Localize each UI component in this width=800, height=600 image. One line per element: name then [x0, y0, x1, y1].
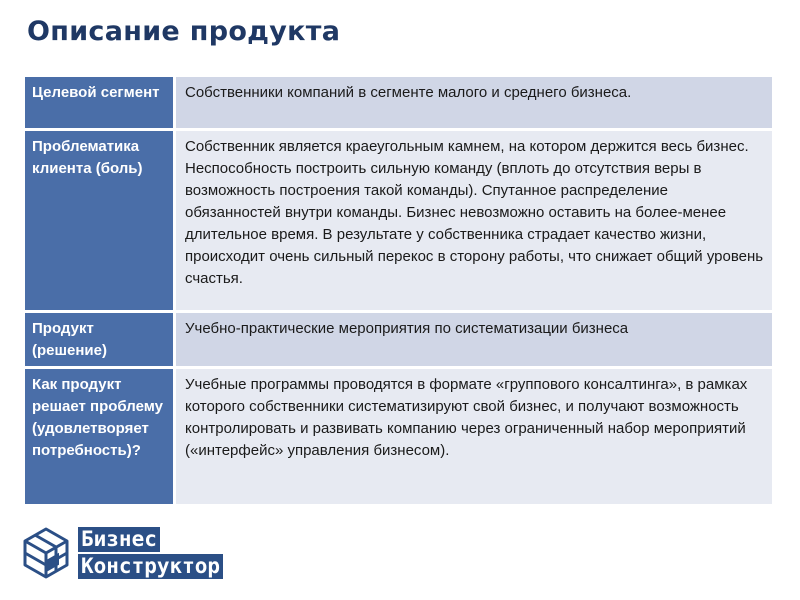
- table-row: [25, 369, 772, 504]
- row-content-segment: Собственники компаний в сегменте малого и среднего бизнеса.: [176, 77, 772, 128]
- page-title: Описание продукта: [27, 16, 341, 47]
- table-row: [25, 313, 772, 366]
- brand-logo: [78, 527, 223, 579]
- row-content-solution: Учебные программы проводятся в формате «группового консалтинга», в рамках которого собственники систематизируют свой бизнес, и получают возможность контролировать и развивать компанию через ограниченный набор мероприятий («интерфейс» управления бизнесом).: [176, 369, 772, 504]
- table-row: [25, 131, 772, 310]
- row-content-problem: Собственник является краеугольным камнем, на котором держится весь бизнес. Неспособность построить сильную команду (вплоть до отсутствия веры в возможность построения такой команды). Спутанное распределение обязанностей внутри команды. Бизнес невозможно оставить на более-менее длительное время. В результате у собственника страдает качество жизни, происходит очень сильный перекос в сторону работы, что снижает общий уровень счастья.: [176, 131, 772, 310]
- row-header-solution: Как продукт решает проблему (удовлетворяет потребность)?: [25, 369, 176, 504]
- row-header-product: Продукт (решение): [25, 313, 176, 366]
- row-header-problem: Проблематика клиента (боль): [25, 131, 176, 310]
- logo-line-2: Конструктор: [78, 554, 223, 579]
- table-row: [25, 77, 772, 128]
- product-description-table: [25, 77, 772, 504]
- logo-line-1: Бизнес: [78, 527, 160, 552]
- row-header-segment: Целевой сегмент: [25, 77, 176, 128]
- row-content-product: Учебно-практические мероприятия по систематизации бизнеса: [176, 313, 772, 366]
- isometric-cubes-icon: [17, 525, 75, 583]
